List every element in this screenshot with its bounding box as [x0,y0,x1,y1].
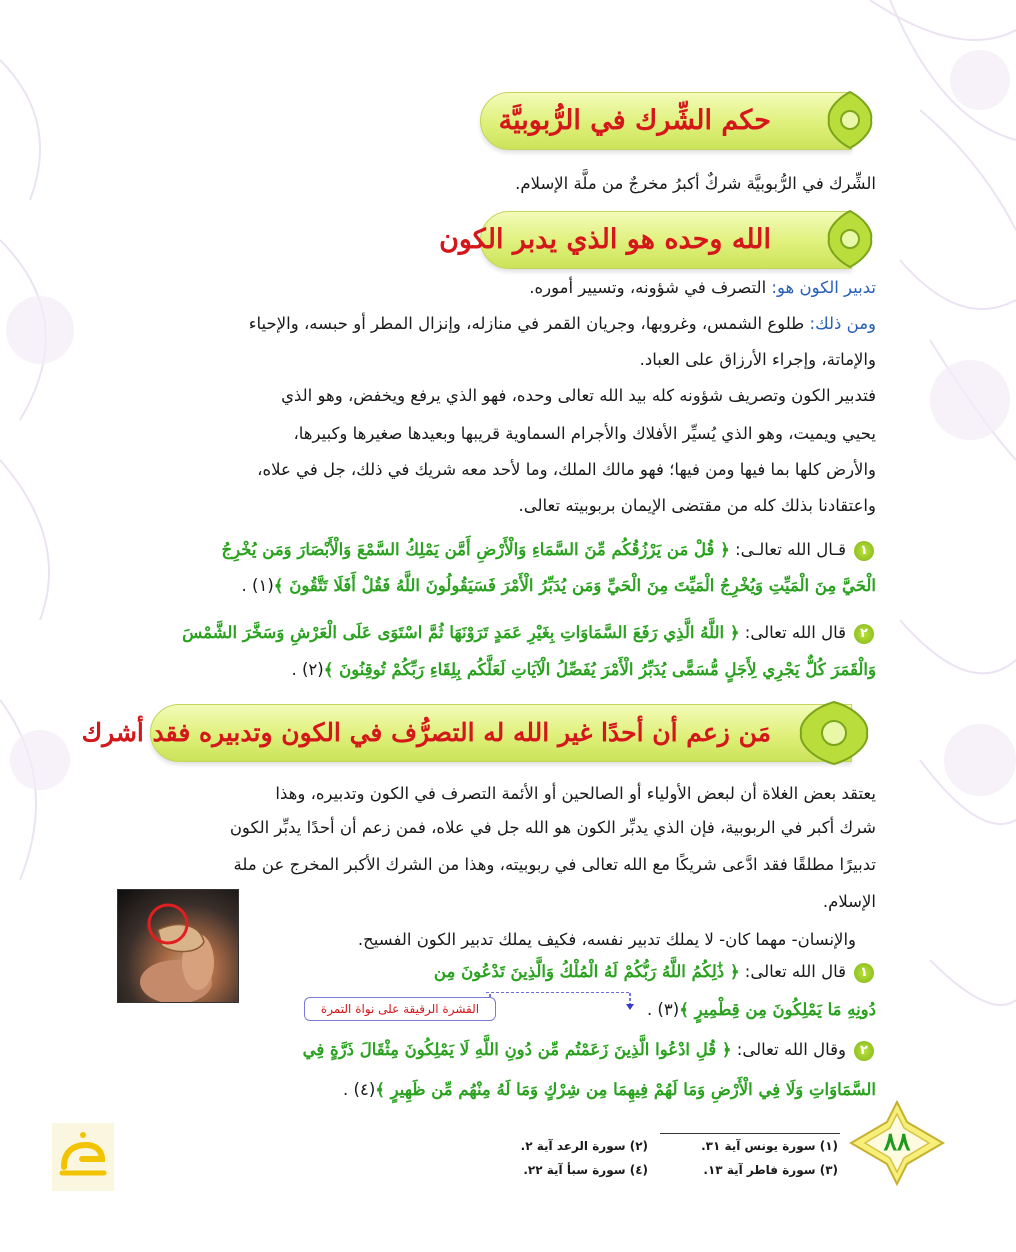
verse-number-badge: ٢ [854,624,874,644]
examples-label: ومن ذلك: [809,314,876,333]
section-banner-whoever-claims [81,704,852,762]
callout-qitmir-definition: القشرة الرقيقة على نواة التمرة [304,997,496,1021]
shirk-rububiyya-statement: الشِّرك في الرُّبوبيَّة شركٌ أكبرُ مخرجٌ من ملَّة الإسلام. [515,174,876,193]
verse-1-line-2: الْحَيَّ مِنَ الْمَيِّتِ وَيُخْرِجُ الْمَيِّتَ مِنَ الْحَيِّ وَمَن يُدَبِّرُ الْأَمْرَ فَسَيَقُولُونَ اللَّهُ فَقُلْ أَفَلَا تَتَّقُونَ ﴾(١) . [241,576,876,595]
page-number: ٨٨ [883,1127,911,1156]
verse-1-line-1: ١قـال الله تعالـى: ﴿ قُلْ مَن يَرْزُقُكُم مِّنَ السَّمَاءِ وَالْأَرْضِ أَمَّن يَمْلِكُ السَّمْعَ وَالْأَبْصَارَ وَمَن يُخْرِجُ [222,540,874,561]
paragraph-line: تدبيرًا مطلقًا فقد ادَّعى شريكًا مع الله تعالى في ربوبيته، وهذا من الشرك الأكبر المخرج عن ملة [233,855,876,874]
paragraph-line: فتدبير الكون وتصريف شؤونه كله بيد الله تعالى وحده، فهو الذي يرفع ويخفض، وهو الذي [281,386,876,405]
footnote-ref: (١) . [241,576,274,595]
verse-3-line-2: دُونِهِ مَا يَمْلِكُونَ مِن قِطْمِيرٍ ﴾(٣) . [646,1000,876,1019]
footnote-3: (٣) سورة فاطر آية ١٣. [703,1163,838,1177]
verse-number-badge: ٢ [854,1041,874,1061]
section-banner-shirk-rububiyya [480,92,852,150]
verse-number-badge: ١ [854,963,874,983]
paragraph-line: والإنسان- مهما كان- لا يملك تدبير نفسه، فكيف يملك تدبير الكون الفسيح. [357,930,856,949]
banner-ornament-icon [825,88,875,152]
banner-ornament-icon [795,698,873,768]
paragraph-line: الإسلام. [822,892,876,911]
verse-2-line-2: وَالْقَمَرَ كُلٌّ يَجْرِي لِأَجَلٍ مُّسَمًّى يُدَبِّرُ الْأَمْرَ يُفَصِّلُ الْآيَاتِ لَعَلَّكُم بِلِقَاءِ رَبِّكُمْ تُوقِنُونَ ﴾(٢) . [291,660,876,679]
definition-line [529,278,876,298]
definition-text: التصرف في شؤونه، وتسيير أموره. [529,278,772,297]
footnote-ref: (٢) . [291,660,324,679]
paragraph-line: يعتقد بعض الغلاة أن لبعض الأولياء أو الصالحين أو الأئمة التصرف في الكون وتدبيره، وهذا [275,784,876,803]
examples-line-2: والإماتة، وإجراء الأرزاق على العباد. [639,350,876,369]
examples-line-1: ومن ذلك: طلوع الشمس، وغروبها، وجريان القمر في منازله، وإنزال المطر أو حبسه، والإحياء [248,314,876,333]
verse-number-badge: ١ [854,541,874,561]
footnote-divider [660,1133,840,1134]
verse-2-line-1: ٢قال الله تعالى: ﴿ اللَّهُ الَّذِي رَفَعَ السَّمَاوَاتِ بِغَيْرِ عَمَدٍ تَرَوْنَهَا ثُمَّ اسْتَوَى عَلَى الْعَرْشِ وَسَخَّرَ الشَّمْسَ [182,623,874,644]
verse-4-line-1: ٢وقال الله تعالى: ﴿ قُلِ ادْعُوا الَّذِينَ زَعَمْتُم مِّن دُونِ اللَّهِ لَا يَمْلِكُونَ مِثْقَالَ ذَرَّةٍ فِي [303,1040,874,1061]
verse-4-line-2: السَّمَاوَاتِ وَلَا فِي الْأَرْضِ وَمَا لَهُمْ فِيهِمَا مِن شِرْكٍ وَمَا لَهُ مِنْهُم مِّن ظَهِيرٍ ﴾(٤) . [343,1080,876,1099]
footnote-2: (٢) سورة الرعد آية ٢. [520,1139,648,1153]
banner-ornament-icon [825,207,875,271]
section-title: مَن زعم أن أحدًا غير الله له التصرُّف في الكون وتدبيره فقد أشرك [81,718,771,747]
paragraph-line: والأرض كلها بما فيها ومن فيها؛ فهو مالك الملك، وما لأحد معه شريك في ذلك، جل في علاه، [257,460,876,479]
paragraph-line: يحيي ويميت، وهو الذي يُسيِّر الأفلاك والأجرام السماوية قريبها وبعيدها صغيرها وكبيرها، [293,424,876,443]
footnote-1: (١) سورة يونس آية ٣١. [701,1139,838,1153]
footnote-ref: (٤) . [343,1080,376,1099]
paragraph-line: شرك أكبر في الربوبية، فإن الذي يدبِّر الكون هو الله جل في علاه، فمن زعم أن أحدًا يدبِّر الكون [229,818,876,837]
section-title: حكم الشِّرك في الرُّبوبيَّة [498,105,771,136]
paragraph-line: واعتقادنا بذلك كله من مقتضى الإيمان بربوبيته تعالى. [518,496,876,515]
section-title: الله وحده هو الذي يدبر الكون [439,224,771,255]
verse-3-line-1: ١قال الله تعالى: ﴿ ذَٰلِكُمُ اللَّهُ رَبُّكُمْ لَهُ الْمُلْكُ وَالَّذِينَ تَدْعُونَ مِن [434,962,874,983]
footnote-ref: (٣) . [646,1000,680,1019]
footnote-4: (٤) سورة سبأ آية ٢٢. [523,1163,648,1177]
section-banner-allah-governs [439,211,852,269]
definition-label: تدبير الكون هو: [771,278,876,297]
